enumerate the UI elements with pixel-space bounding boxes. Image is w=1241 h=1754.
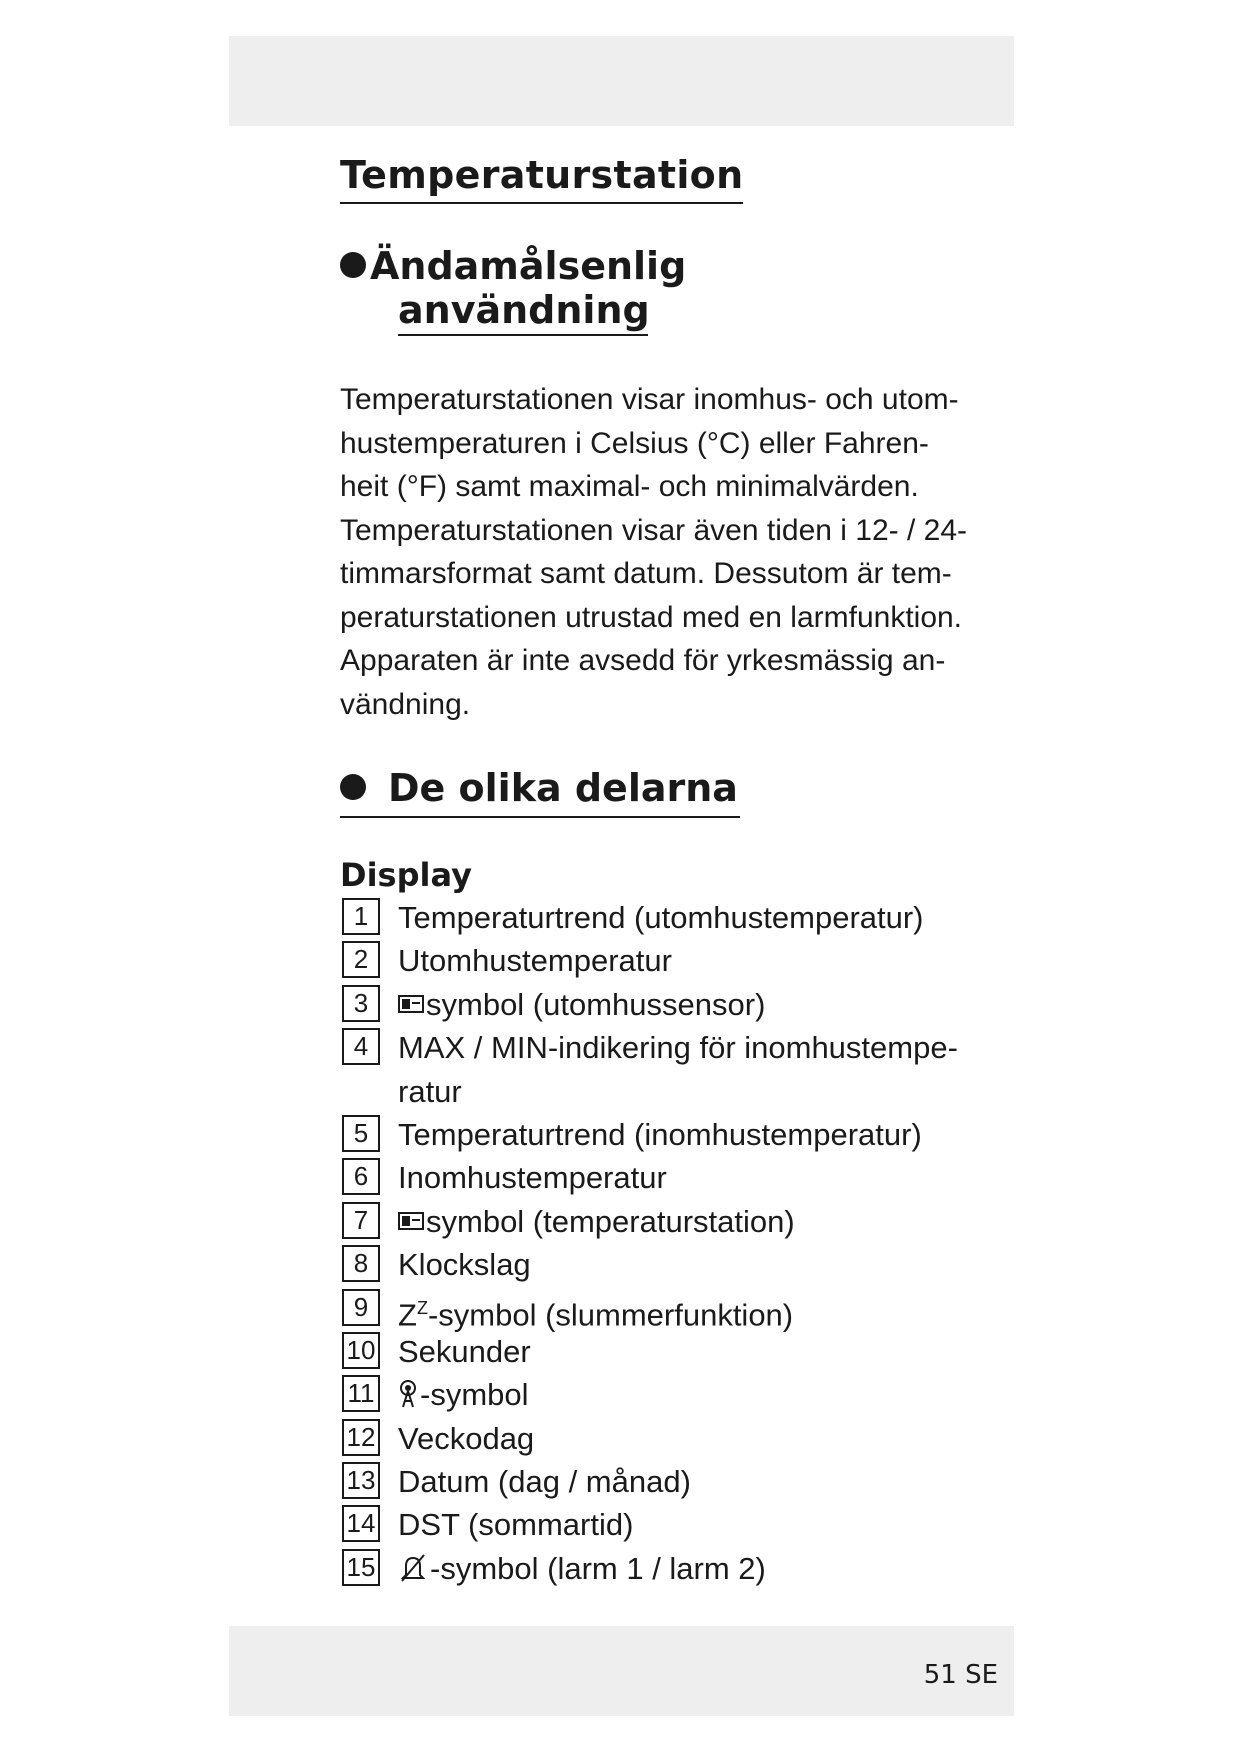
bullet-icon bbox=[340, 774, 366, 800]
zz-symbol-superscript: Z bbox=[416, 1297, 428, 1318]
item-text: -symbol bbox=[420, 1377, 529, 1413]
item-number: 8 bbox=[342, 1245, 380, 1282]
page-number: 51 SE bbox=[923, 1660, 998, 1690]
item-number: 9 bbox=[342, 1289, 380, 1326]
list-item bbox=[340, 1547, 980, 1590]
list-item bbox=[340, 1460, 980, 1503]
alarm-bell-icon bbox=[398, 1553, 428, 1583]
item-text: symbol (temperaturstation) bbox=[426, 1203, 795, 1239]
display-subheading: Display bbox=[340, 856, 472, 894]
item-number: 5 bbox=[342, 1115, 380, 1152]
item-text: Utomhustemperatur bbox=[398, 943, 672, 979]
list-item bbox=[340, 1113, 980, 1156]
item-number: 14 bbox=[342, 1505, 380, 1542]
list-item bbox=[340, 1417, 980, 1460]
list-item bbox=[340, 983, 980, 1026]
paragraph-line: hustemperaturen i Celsius (°C) eller Fahren- bbox=[340, 426, 929, 460]
heading-line-1: Ändamålsenlig bbox=[370, 244, 687, 288]
display-parts-list bbox=[340, 896, 980, 1590]
item-text: Temperaturtrend (utomhustemperatur) bbox=[398, 900, 924, 935]
heading-text: De olika delarna bbox=[388, 766, 738, 810]
list-item bbox=[340, 1503, 980, 1546]
paragraph-line: peraturstationen utrustad med en larmfunktion. bbox=[340, 600, 963, 634]
list-item bbox=[340, 1243, 980, 1286]
list-item bbox=[340, 1287, 980, 1330]
list-item bbox=[340, 1026, 980, 1113]
item-text: symbol (utomhussensor) bbox=[426, 986, 766, 1022]
list-item bbox=[340, 1373, 980, 1416]
item-text-continued: ratur bbox=[398, 1073, 462, 1109]
bullet-icon bbox=[340, 252, 366, 278]
paragraph-line: Apparaten är inte avsedd för yrkesmässig an- bbox=[340, 644, 946, 677]
item-number: 13 bbox=[342, 1462, 380, 1499]
item-text: MAX / MIN-indikering för inomhustempe- bbox=[398, 1030, 958, 1066]
section-heading-intended-use bbox=[340, 244, 686, 332]
item-text: Temperaturtrend (inomhustemperatur) bbox=[398, 1116, 922, 1152]
item-text: Datum (dag / månad) bbox=[398, 1464, 691, 1500]
heading-underline bbox=[340, 816, 740, 818]
list-item bbox=[340, 1330, 980, 1373]
heading-underline bbox=[398, 334, 648, 336]
sensor-icon bbox=[398, 992, 424, 1016]
item-number: 2 bbox=[342, 941, 380, 978]
page-title: Temperaturstation bbox=[340, 152, 743, 204]
zz-symbol-base: Z bbox=[398, 1296, 417, 1332]
paragraph-line: vändning. bbox=[340, 687, 471, 721]
item-number: 15 bbox=[342, 1549, 380, 1586]
item-number: 4 bbox=[342, 1028, 380, 1065]
item-text: Sekunder bbox=[398, 1333, 531, 1369]
heading-line-2: användning bbox=[398, 288, 650, 332]
item-number: 10 bbox=[342, 1332, 380, 1369]
paragraph-line: Temperaturstationen visar inomhus- och utom- bbox=[340, 383, 959, 416]
item-number: 3 bbox=[342, 985, 380, 1022]
item-number: 1 bbox=[342, 898, 380, 935]
item-text: -symbol (slummerfunktion) bbox=[427, 1296, 794, 1332]
list-item bbox=[340, 1156, 980, 1199]
item-number: 6 bbox=[342, 1158, 380, 1195]
paragraph-line: heit (°F) samt maximal- och minimalvärden. bbox=[340, 470, 919, 503]
item-text: Veckodag bbox=[398, 1420, 535, 1456]
item-number: 11 bbox=[342, 1375, 380, 1412]
radio-tower-icon bbox=[398, 1379, 418, 1409]
item-text: Inomhustemperatur bbox=[398, 1160, 667, 1196]
section-heading-parts bbox=[340, 766, 738, 810]
footer-band bbox=[229, 1626, 1014, 1716]
intended-use-paragraph bbox=[340, 378, 967, 726]
sensor-icon bbox=[398, 1209, 424, 1233]
item-number: 12 bbox=[342, 1419, 380, 1456]
header-band bbox=[229, 36, 1014, 126]
item-number: 7 bbox=[342, 1202, 380, 1239]
list-item bbox=[340, 939, 980, 982]
list-item bbox=[340, 1200, 980, 1243]
item-text: -symbol (larm 1 / larm 2) bbox=[430, 1550, 766, 1586]
paragraph-line: timmarsformat samt datum. Dessutom är tem- bbox=[340, 557, 952, 590]
list-item bbox=[340, 896, 980, 939]
item-text: Klockslag bbox=[398, 1247, 531, 1283]
paragraph-line: Temperaturstationen visar även tiden i 12- / 24- bbox=[340, 513, 967, 547]
item-text: DST (sommartid) bbox=[398, 1507, 634, 1543]
